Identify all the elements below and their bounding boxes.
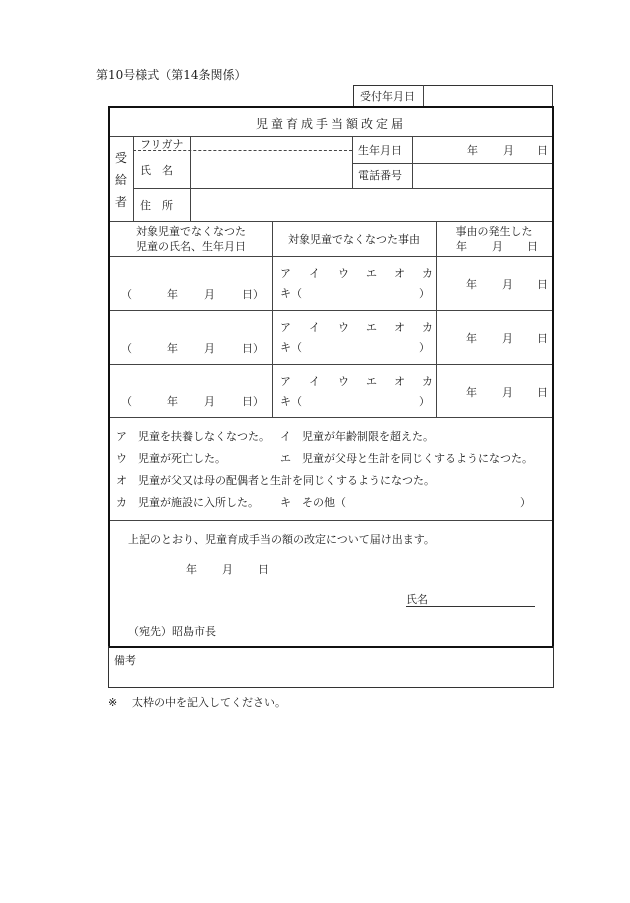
row1-opt-e[interactable]: エ bbox=[366, 267, 377, 280]
row1-occ-year: 年 bbox=[466, 278, 477, 291]
row1-opt-ki[interactable]: キ（ bbox=[280, 287, 302, 300]
row1-child-name-input[interactable] bbox=[112, 258, 270, 284]
row3-occ-month: 月 bbox=[502, 386, 513, 399]
recipient-char-1: 受 bbox=[115, 151, 128, 165]
row2-opt-ka[interactable]: カ bbox=[422, 321, 433, 334]
legend-ka: カ 児童が施設に入所した。 bbox=[116, 496, 259, 509]
row1-opt-i[interactable]: イ bbox=[309, 267, 320, 280]
row3-open-paren: （ bbox=[121, 395, 132, 408]
legend-ki: キ その他（ bbox=[280, 496, 346, 509]
row3-opt-ka[interactable]: カ bbox=[422, 375, 433, 388]
row2-opt-o[interactable]: オ bbox=[394, 321, 405, 334]
row3-child-name-input[interactable] bbox=[112, 366, 270, 392]
header-reason: 対象児童でなくなつた事由 bbox=[288, 233, 420, 246]
row3-opt-u[interactable]: ウ bbox=[338, 375, 349, 388]
row2-opt-a[interactable]: ア bbox=[280, 321, 291, 334]
row1-day: 日） bbox=[242, 288, 264, 301]
birthdate-month: 月 bbox=[503, 144, 514, 157]
recipient-char-2: 給 bbox=[115, 173, 128, 187]
footnote-text: 太枠の中を記入してください。 bbox=[132, 696, 286, 709]
birthdate-year: 年 bbox=[467, 144, 478, 157]
row2-year: 年 bbox=[167, 342, 178, 355]
form-title: 児童育成手当額改定届 bbox=[255, 117, 406, 131]
name-input[interactable] bbox=[192, 152, 350, 186]
remarks-input[interactable] bbox=[140, 650, 550, 684]
row1-occ-day: 日 bbox=[537, 278, 548, 291]
row2-occ-month: 月 bbox=[502, 332, 513, 345]
signature-input[interactable] bbox=[432, 590, 535, 605]
row2-opt-u[interactable]: ウ bbox=[338, 321, 349, 334]
row3-occ-year: 年 bbox=[466, 386, 477, 399]
row1-opt-u[interactable]: ウ bbox=[338, 267, 349, 280]
header-occurrence-month: 月 bbox=[492, 240, 503, 253]
row1-year: 年 bbox=[167, 288, 178, 301]
row3-year: 年 bbox=[167, 395, 178, 408]
header-occurrence-line1: 事由の発生した bbox=[455, 225, 533, 238]
row1-month: 月 bbox=[204, 288, 215, 301]
row2-open-paren: （ bbox=[121, 342, 132, 355]
legend-e: エ 児童が父母と生計を同じくするようになつた。 bbox=[280, 452, 533, 465]
row2-day: 日） bbox=[242, 342, 264, 355]
form-number: 第10号様式（第14条関係） bbox=[96, 68, 247, 82]
row3-opt-o[interactable]: オ bbox=[394, 375, 405, 388]
legend-o: オ 児童が父又は母の配偶者と生計を同じくするようになつた。 bbox=[116, 474, 435, 487]
date-day: 日 bbox=[258, 563, 269, 576]
addressee: （宛先）昭島市長 bbox=[128, 625, 216, 638]
received-date-field[interactable] bbox=[425, 87, 551, 105]
row2-occ-day: 日 bbox=[537, 332, 548, 345]
date-year: 年 bbox=[186, 563, 197, 576]
row1-ki-close: ） bbox=[419, 287, 430, 300]
signature-line bbox=[406, 606, 535, 607]
header-occurrence-year: 年 bbox=[456, 240, 467, 253]
phone-input[interactable] bbox=[414, 165, 550, 186]
legend-a: ア 児童を扶養しなくなつた。 bbox=[116, 430, 270, 443]
row3-month: 月 bbox=[204, 395, 215, 408]
row2-child-name-input[interactable] bbox=[112, 312, 270, 338]
header-child-line1: 対象児童でなくなつた bbox=[136, 225, 246, 238]
header-occurrence-day: 日 bbox=[527, 240, 538, 253]
header-child-line2: 児童の氏名、生年月日 bbox=[136, 240, 246, 253]
declaration-text: 上記のとおり、児童育成手当の額の改定について届け出ます。 bbox=[128, 533, 435, 546]
name-label: 氏 名 bbox=[140, 164, 173, 177]
received-date-label: 受付年月日 bbox=[360, 90, 415, 103]
remarks-label: 備考 bbox=[114, 654, 136, 667]
row1-occ-month: 月 bbox=[502, 278, 513, 291]
recipient-char-3: 者 bbox=[115, 195, 128, 209]
row3-opt-e[interactable]: エ bbox=[366, 375, 377, 388]
address-input[interactable] bbox=[192, 190, 550, 219]
date-month: 月 bbox=[222, 563, 233, 576]
row1-opt-ka[interactable]: カ bbox=[422, 267, 433, 280]
row1-open-paren: （ bbox=[121, 288, 132, 301]
legend-u: ウ 児童が死亡した。 bbox=[116, 452, 226, 465]
signature-label: 氏名 bbox=[406, 593, 428, 606]
row3-opt-a[interactable]: ア bbox=[280, 375, 291, 388]
row1-opt-o[interactable]: オ bbox=[394, 267, 405, 280]
row1-opt-a[interactable]: ア bbox=[280, 267, 291, 280]
footnote-mark: ※ bbox=[108, 696, 118, 709]
row3-opt-ki[interactable]: キ（ bbox=[280, 395, 302, 408]
furigana-input[interactable] bbox=[192, 138, 350, 149]
row3-ki-close: ） bbox=[419, 395, 430, 408]
address-label: 住 所 bbox=[140, 199, 173, 212]
birthdate-day: 日 bbox=[537, 144, 548, 157]
legend-ki-close: ） bbox=[520, 496, 531, 509]
row3-day: 日） bbox=[242, 395, 264, 408]
row2-month: 月 bbox=[204, 342, 215, 355]
phone-label: 電話番号 bbox=[358, 169, 402, 182]
birthdate-label: 生年月日 bbox=[358, 144, 402, 157]
row2-opt-e[interactable]: エ bbox=[366, 321, 377, 334]
row2-opt-ki[interactable]: キ（ bbox=[280, 341, 302, 354]
row3-occ-day: 日 bbox=[537, 386, 548, 399]
row2-ki-close: ） bbox=[419, 341, 430, 354]
row3-opt-i[interactable]: イ bbox=[309, 375, 320, 388]
row2-occ-year: 年 bbox=[466, 332, 477, 345]
legend-i: イ 児童が年齢制限を超えた。 bbox=[280, 430, 434, 443]
row2-opt-i[interactable]: イ bbox=[309, 321, 320, 334]
furigana-label: フリガナ bbox=[140, 138, 184, 151]
